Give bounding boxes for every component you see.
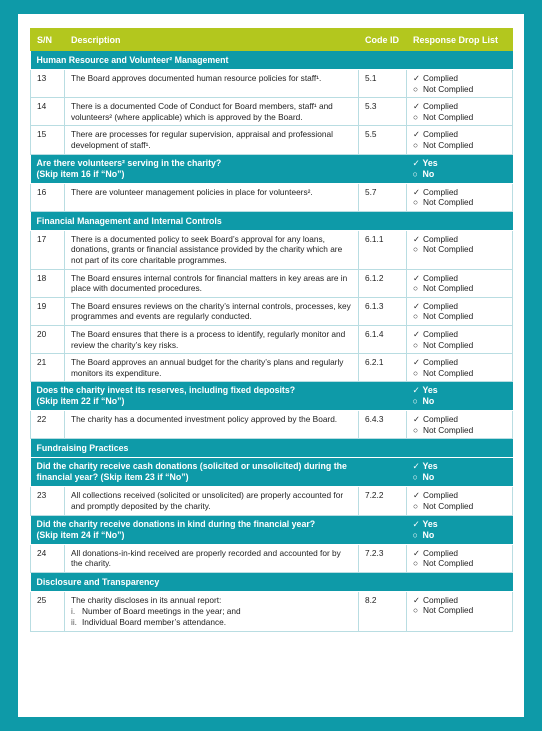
check-icon: ✓ xyxy=(413,233,420,244)
option-complied[interactable]: ✓ Complied xyxy=(413,129,459,140)
option-not-complied[interactable]: ○ Not Complied xyxy=(413,605,474,616)
check-icon: ✓ xyxy=(413,490,420,501)
row-description: The Board ensures that there is a process to identify, regularly monitor and review the charity’s key risks. xyxy=(65,325,359,353)
radio-empty-icon: ○ xyxy=(413,83,419,94)
check-icon: ✓ xyxy=(413,547,420,558)
list-item: i. Number of Board meetings in the year; and xyxy=(71,606,241,617)
response-dropdown[interactable] xyxy=(407,230,513,269)
option-not-complied[interactable]: ○ Not Complied xyxy=(413,139,474,150)
radio-empty-icon: ○ xyxy=(413,605,419,616)
table-row xyxy=(31,230,513,269)
row-code: 7.2.3 xyxy=(359,544,407,572)
row-sn: 14 xyxy=(31,98,65,126)
check-icon: ✓ xyxy=(413,328,420,339)
option-no[interactable]: ○ No xyxy=(412,396,435,407)
row-code: 5.3 xyxy=(359,98,407,126)
row-code: 6.1.3 xyxy=(359,297,407,325)
option-complied[interactable]: ✓ Complied xyxy=(413,328,459,339)
table-row xyxy=(31,297,513,325)
radio-empty-icon: ○ xyxy=(413,339,419,350)
option-not-complied[interactable]: ○ Not Complied xyxy=(413,311,474,322)
check-icon: ✓ xyxy=(413,300,420,311)
option-not-complied[interactable]: ○ Not Complied xyxy=(413,501,474,512)
row-code: 8.2 xyxy=(359,591,407,631)
option-complied[interactable]: ✓ Complied xyxy=(413,186,459,197)
row-sn: 23 xyxy=(31,487,65,515)
response-dropdown[interactable] xyxy=(407,544,513,572)
table-header-row xyxy=(31,29,513,51)
check-icon: ✓ xyxy=(413,73,420,83)
response-dropdown[interactable] xyxy=(407,269,513,297)
question-row-donations-in-kind xyxy=(31,515,513,544)
radio-empty-icon: ○ xyxy=(412,396,418,407)
row-sn: 20 xyxy=(31,325,65,353)
section-header-financial xyxy=(31,211,513,230)
yes-no-dropdown[interactable] xyxy=(407,458,513,487)
option-yes[interactable]: ✓ Yes xyxy=(412,461,438,472)
radio-empty-icon: ○ xyxy=(413,197,419,208)
row-code: 5.7 xyxy=(359,183,407,211)
check-icon: ✓ xyxy=(413,101,420,112)
question-row-volunteers xyxy=(31,154,513,183)
radio-empty-icon: ○ xyxy=(413,501,419,512)
option-yes[interactable]: ✓ Yes xyxy=(412,385,438,396)
yes-no-dropdown[interactable] xyxy=(407,515,513,544)
response-dropdown[interactable] xyxy=(407,487,513,515)
check-icon: ✓ xyxy=(412,157,420,168)
response-dropdown[interactable] xyxy=(407,411,513,439)
option-not-complied[interactable]: ○ Not Complied xyxy=(413,339,474,350)
question-text: Does the charity invest its reserves, including fixed deposits? (Skip item 22 if “No”) xyxy=(31,382,407,411)
check-icon: ✓ xyxy=(413,357,420,368)
table-row xyxy=(31,544,513,572)
radio-empty-icon: ○ xyxy=(413,367,419,378)
row-description: The charity has a documented investment policy approved by the Board. xyxy=(65,411,359,439)
response-dropdown[interactable] xyxy=(407,126,513,154)
row-sn: 19 xyxy=(31,297,65,325)
check-icon: ✓ xyxy=(413,129,420,140)
section-title: Fundraising Practices xyxy=(31,439,513,458)
radio-empty-icon: ○ xyxy=(413,558,419,569)
row-description: There is a documented Code of Conduct for Board members, staff¹ and volunteers² (where applicable) which is approved by the Board. xyxy=(65,98,359,126)
section-title: Human Resource and Volunteer² Management xyxy=(31,51,513,70)
response-dropdown[interactable] xyxy=(407,354,513,382)
table-row xyxy=(31,354,513,382)
row-sn: 24 xyxy=(31,544,65,572)
option-not-complied[interactable]: ○ Not Complied xyxy=(413,197,474,208)
option-complied[interactable]: ✓ Complied xyxy=(413,414,459,425)
question-row-cash-donations xyxy=(31,458,513,487)
header-description: Description xyxy=(65,29,359,51)
row-code: 6.1.2 xyxy=(359,269,407,297)
check-icon: ✓ xyxy=(412,518,420,529)
section-header-fundraising xyxy=(31,439,513,458)
checklist-sheet xyxy=(18,14,524,717)
option-no[interactable]: ○ No xyxy=(412,168,435,179)
question-row-reserves xyxy=(31,382,513,411)
radio-empty-icon: ○ xyxy=(413,244,419,255)
row-code: 6.4.3 xyxy=(359,411,407,439)
table-row xyxy=(31,269,513,297)
disclosure-sublist xyxy=(71,606,352,627)
option-no[interactable]: ○ No xyxy=(412,472,435,483)
option-not-complied[interactable]: ○ Not Complied xyxy=(413,558,474,569)
table-row xyxy=(31,98,513,126)
row-sn: 18 xyxy=(31,269,65,297)
option-not-complied[interactable]: ○ Not Complied xyxy=(413,424,474,435)
row-description: The Board approves an annual budget for the charity’s plans and regularly monitors its expenditure. xyxy=(65,354,359,382)
question-text: Did the charity receive donations in kind during the financial year? (Skip item 24 if “No”) xyxy=(31,515,407,544)
option-complied[interactable]: ✓ Complied xyxy=(413,594,459,605)
row-sn: 22 xyxy=(31,411,65,439)
radio-empty-icon: ○ xyxy=(413,111,419,122)
question-text: Are there volunteers² serving in the charity? (Skip item 16 if “No”) xyxy=(31,154,407,183)
radio-empty-icon: ○ xyxy=(413,311,419,322)
option-not-complied[interactable]: ○ Not Complied xyxy=(413,244,474,255)
response-dropdown[interactable] xyxy=(407,591,513,631)
yes-no-dropdown[interactable] xyxy=(407,154,513,183)
section-title: Financial Management and Internal Controls xyxy=(31,211,513,230)
row-description: There are processes for regular supervision, appraisal and professional development of staff¹. xyxy=(65,126,359,154)
option-complied[interactable]: ✓ Complied xyxy=(413,357,459,368)
list-item: ii. Individual Board member’s attendance. xyxy=(71,617,227,628)
section-header-hr xyxy=(31,51,513,70)
radio-empty-icon: ○ xyxy=(412,472,418,483)
option-yes[interactable]: ✓ Yes xyxy=(412,157,438,168)
check-icon: ✓ xyxy=(413,272,420,283)
radio-empty-icon: ○ xyxy=(412,168,418,179)
table-row xyxy=(31,487,513,515)
radio-empty-icon: ○ xyxy=(412,529,418,540)
response-dropdown[interactable] xyxy=(407,98,513,126)
row-description: There are volunteer management policies in place for volunteers². xyxy=(65,183,359,211)
table-row xyxy=(31,183,513,211)
row-description: The Board ensures reviews on the charity’s internal controls, processes, key programmes and events are regularly conducted. xyxy=(65,297,359,325)
header-sn: S/N xyxy=(31,29,65,51)
header-response: Response Drop List xyxy=(407,29,513,51)
row-description: The Board approves documented human resource policies for staff¹. xyxy=(65,70,359,98)
radio-empty-icon: ○ xyxy=(413,424,419,435)
option-not-complied[interactable]: ○ Not Complied xyxy=(413,83,474,94)
row-code: 5.5 xyxy=(359,126,407,154)
table-row xyxy=(31,126,513,154)
header-code-id: Code ID xyxy=(359,29,407,51)
response-dropdown[interactable] xyxy=(407,325,513,353)
option-complied[interactable]: ✓ Complied xyxy=(413,547,459,558)
section-title: Disclosure and Transparency xyxy=(31,572,513,591)
response-dropdown[interactable] xyxy=(407,297,513,325)
option-yes[interactable]: ✓ Yes xyxy=(412,518,438,529)
table-row xyxy=(31,70,513,98)
check-icon: ✓ xyxy=(412,461,420,472)
question-text: Did the charity receive cash donations (solicited or unsolicited) during the financial year? (Skip item 23 if “No”) xyxy=(31,458,407,487)
check-icon: ✓ xyxy=(413,594,420,605)
row-sn: 21 xyxy=(31,354,65,382)
check-icon: ✓ xyxy=(412,385,420,396)
table-row xyxy=(31,591,513,631)
option-complied[interactable]: ✓ Complied xyxy=(413,490,459,501)
row-code: 5.1 xyxy=(359,70,407,98)
option-not-complied[interactable]: ○ Not Complied xyxy=(413,367,474,378)
row-description: The charity discloses in its annual report: i. Number of Board meetings in the year; and ii. Individual Board member’s attendance. xyxy=(65,591,359,631)
row-sn: 16 xyxy=(31,183,65,211)
option-complied[interactable]: ✓ Complied xyxy=(413,101,459,112)
yes-no-dropdown[interactable] xyxy=(407,382,513,411)
table-row xyxy=(31,325,513,353)
section-header-disclosure xyxy=(31,572,513,591)
row-sn: 17 xyxy=(31,230,65,269)
option-not-complied[interactable]: ○ Not Complied xyxy=(413,111,474,122)
row-description: There is a documented policy to seek Board’s approval for any loans, donations, grants or financial assistance provided by the charity which are not part of its core charitable programmes. xyxy=(65,230,359,269)
check-icon: ✓ xyxy=(413,414,420,425)
option-complied[interactable]: ✓ Complied xyxy=(413,233,459,244)
row-sn: 15 xyxy=(31,126,65,154)
row-sn: 13 xyxy=(31,70,65,98)
radio-empty-icon: ○ xyxy=(413,283,419,294)
governance-checklist-table xyxy=(30,28,513,632)
radio-empty-icon: ○ xyxy=(413,139,419,150)
response-dropdown[interactable] xyxy=(407,70,513,98)
response-dropdown[interactable] xyxy=(407,183,513,211)
row-code: 6.1.1 xyxy=(359,230,407,269)
row-code: 6.2.1 xyxy=(359,354,407,382)
row-description: All collections received (solicited or unsolicited) are properly accounted for and promptly deposited by the charity. xyxy=(65,487,359,515)
row-code: 7.2.2 xyxy=(359,487,407,515)
option-no[interactable]: ○ No xyxy=(412,529,435,540)
row-description: The Board ensures internal controls for financial matters in key areas are in place with documented procedures. xyxy=(65,269,359,297)
option-complied[interactable]: ✓ Complied xyxy=(413,300,459,311)
option-complied[interactable]: ✓ Complied xyxy=(413,272,459,283)
row-code: 6.1.4 xyxy=(359,325,407,353)
table-row xyxy=(31,411,513,439)
check-icon: ✓ xyxy=(413,186,420,197)
option-not-complied[interactable]: ○ Not Complied xyxy=(413,283,474,294)
row-sn: 25 xyxy=(31,591,65,631)
row-description: All donations-in-kind received are properly recorded and accounted for by the charity. xyxy=(65,544,359,572)
option-complied[interactable]: ✓ Complied xyxy=(413,73,459,83)
